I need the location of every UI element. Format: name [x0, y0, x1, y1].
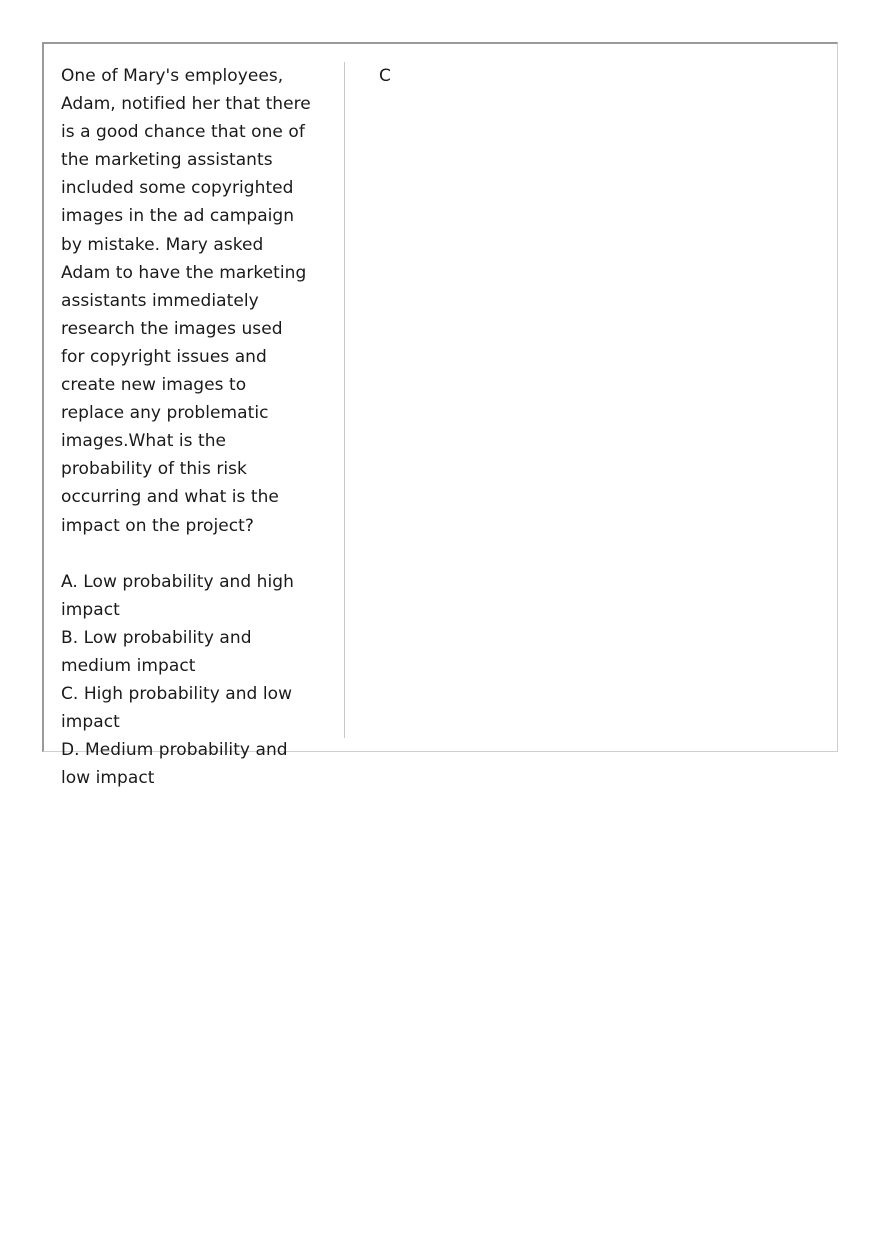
option-d: D. Medium probability and low impact [61, 740, 288, 789]
option-a: A. Low probability and high impact [61, 571, 294, 620]
answer-options [61, 568, 311, 793]
option-c: C. High probability and low impact [61, 683, 293, 733]
question-text: One of Mary's employees, Adam, notified her that there is a good chance that one of the marketing assistants included some copyrighted images in the ad campaign by mistake. Mary asked Adam to have the marketing assistants immediately research the images used for copyright issues and create new images to replace any problematic images.What is the probability of this risk occurring and what is the impact on the project? [61, 66, 311, 536]
option-b: B. Low probability and medium impact [61, 627, 252, 676]
answer-column [379, 62, 391, 90]
question-card [42, 42, 838, 789]
column-divider [344, 62, 345, 738]
question-column [61, 62, 311, 792]
answer-text: C [379, 66, 391, 86]
